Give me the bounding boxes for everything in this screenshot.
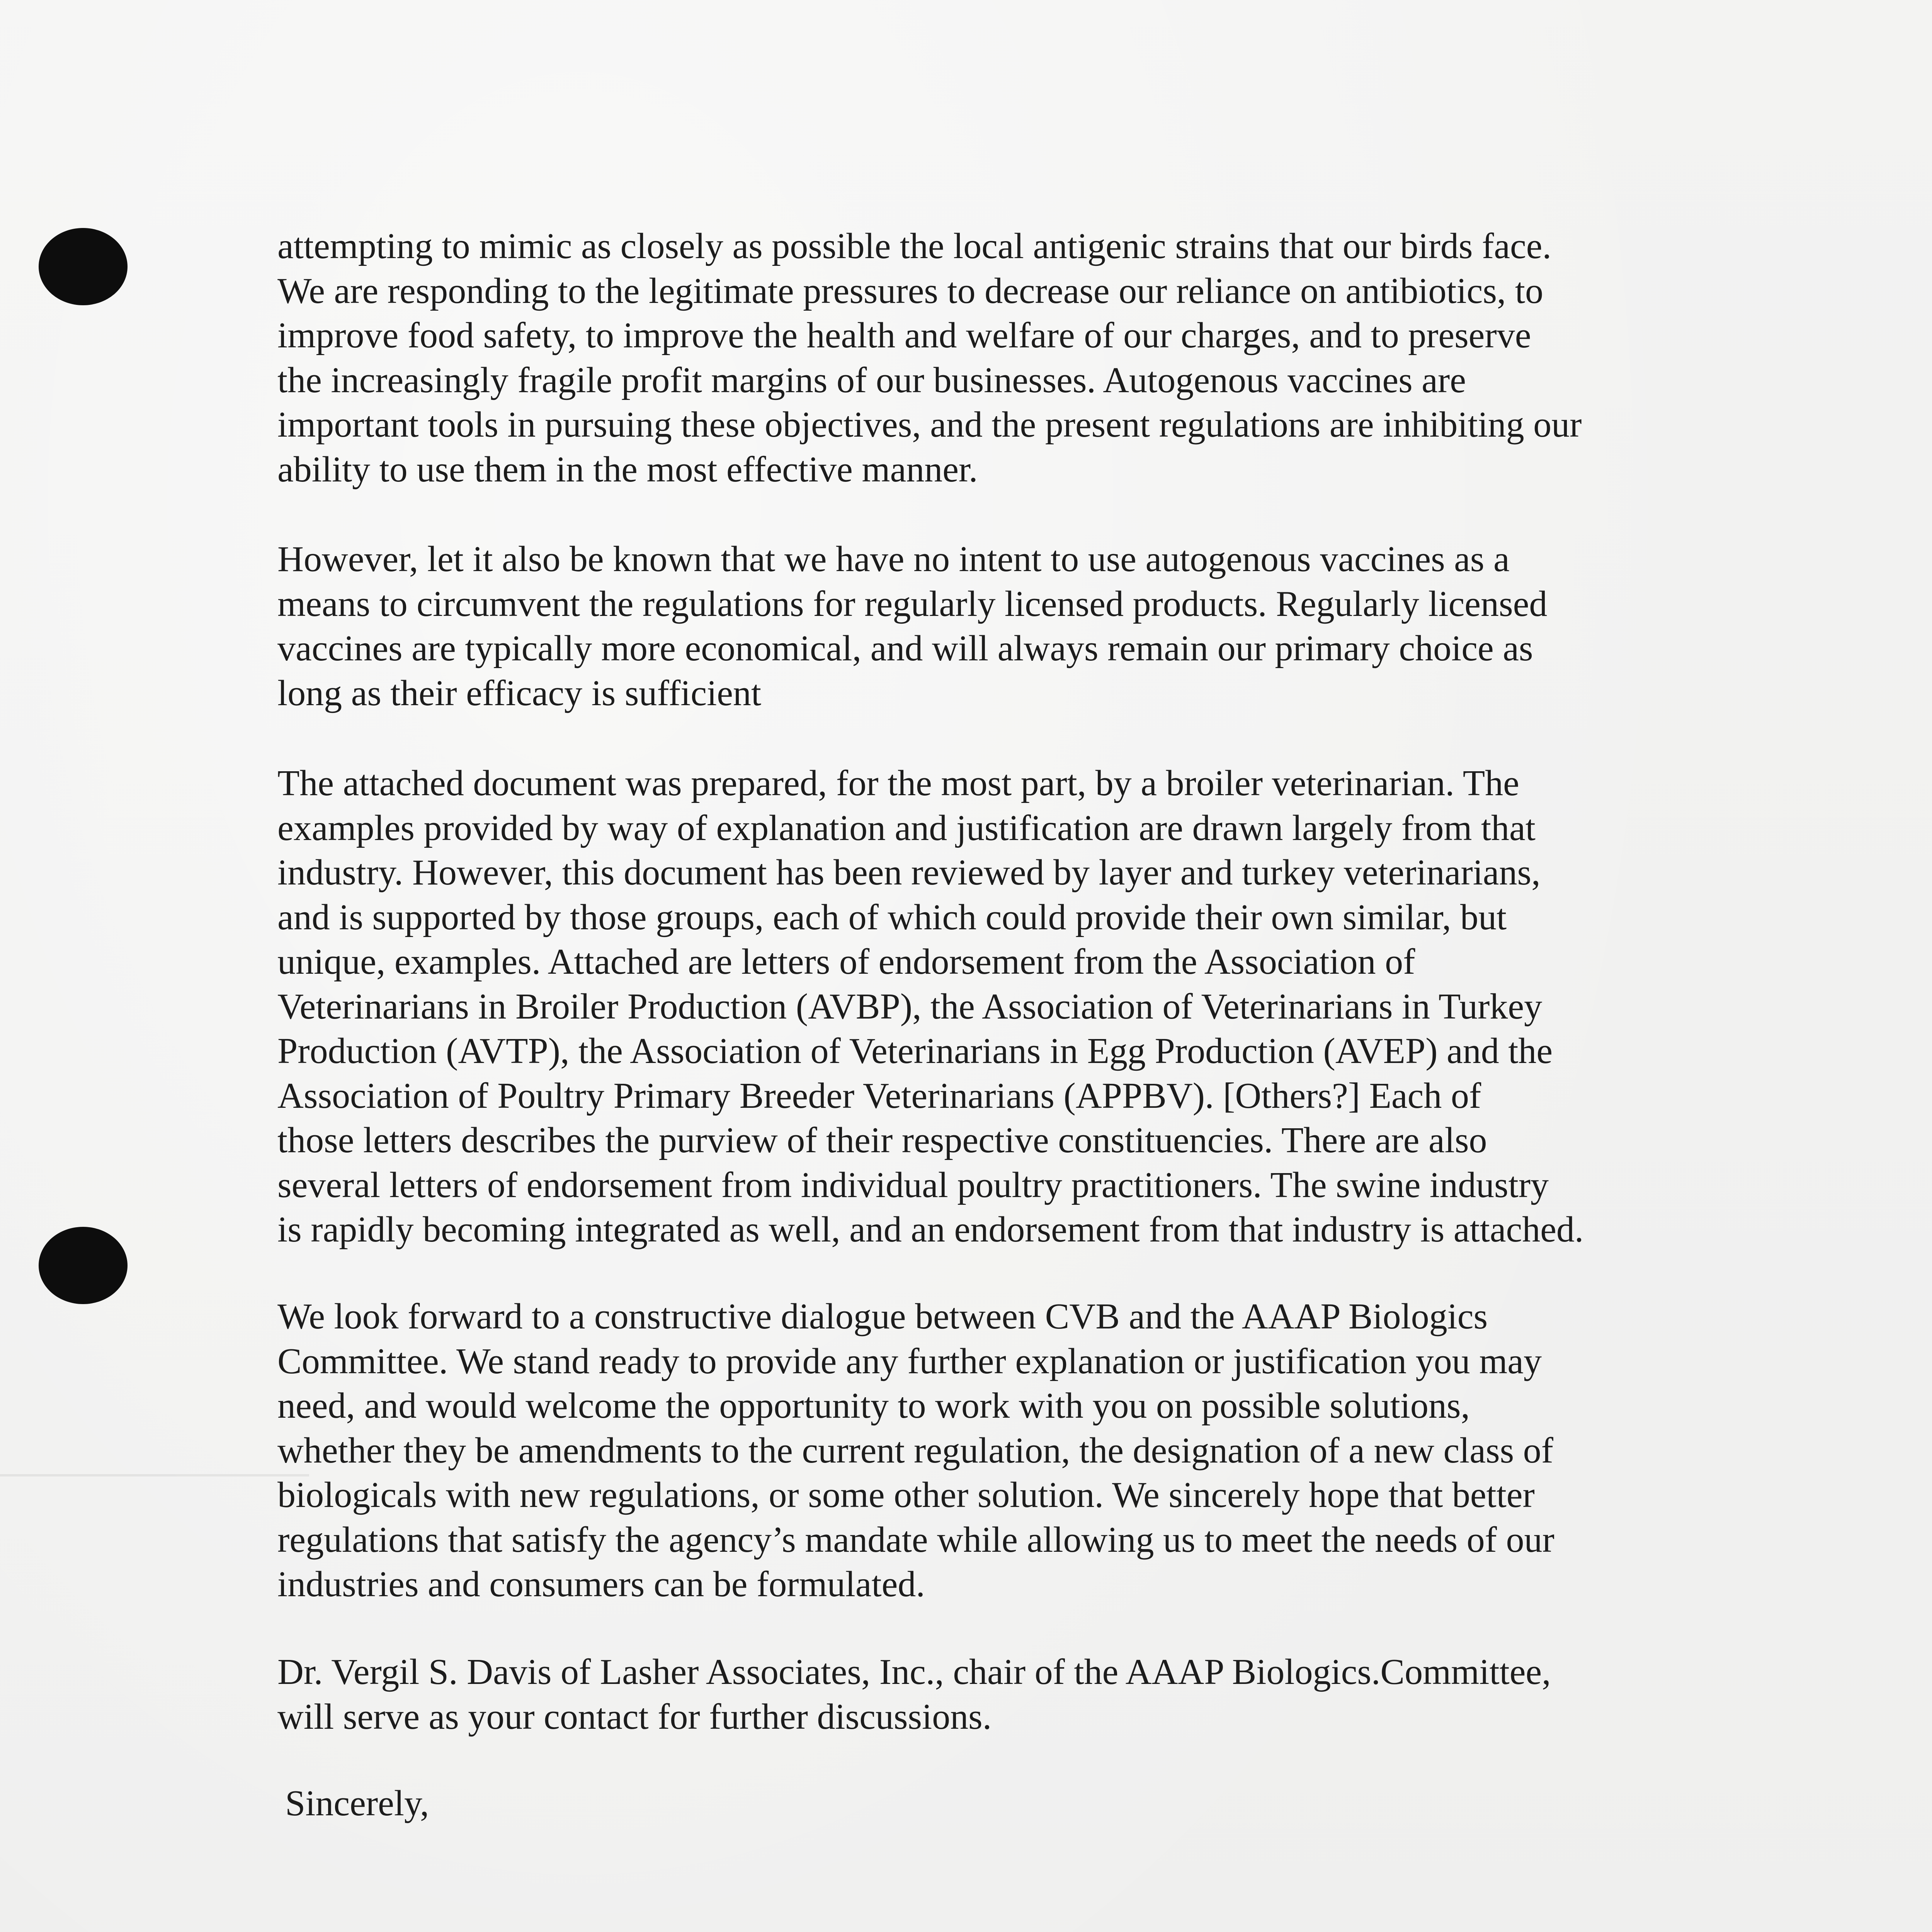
punch-hole <box>39 228 128 305</box>
body-paragraph: The attached document was prepared, for the most part, by a broiler veterinarian. The examples provided by way of explanation and justification are drawn largely from that industry. However, this document has been reviewed by layer and turkey veterinarians, and is supported by those groups, each of which could provide their own similar, but unique, examples. Attached are letters of endorsement from the Association of Veterinarians in Broiler Production (AVBP), the Association of Veterinarians in Turkey Production (AVTP), the Association of Veterinarians in Egg Production (AVEP) and the Association of Poultry Primary Breeder Veterinarians (APPBV). [Others?] Each of those letters describes the purview of their respective constituencies. There are also several letters of endorsement from individual poultry practitioners. The swine industry is rapidly becoming integrated as well, and an endorsement from that industry is attached. <box>277 763 1584 1250</box>
paper-fold-line <box>0 1474 309 1476</box>
body-paragraph: attempting to mimic as closely as possible the local antigenic strains that our birds face. We are responding to the legitimate pressures to decrease our reliance on antibiotics, to improve food safety, to improve the health and welfare of our charges, and to preserve the increasingly fragile profit margins of our businesses. Autogenous vaccines are important tools in pursuing these objectives, and the present regulations are inhibiting our ability to use them in the most effective manner. <box>277 226 1582 490</box>
closing-salutation: Sincerely, <box>285 1783 429 1823</box>
punch-hole <box>39 1227 128 1304</box>
body-paragraph: However, let it also be known that we have no intent to use autogenous vaccines as a means to circumvent the regulations for regularly licensed products. Regularly licensed vaccines are typically more economical, and will always remain our primary choice as long as their efficacy is sufficient <box>277 539 1548 713</box>
contact-paragraph: Dr. Vergil S. Davis of Lasher Associates, Inc., chair of the AAAP Biologics.Committee, will serve as your contact for further discussions. <box>277 1652 1551 1737</box>
body-paragraph: We look forward to a constructive dialogue between CVB and the AAAP Biologics Committee. We stand ready to provide any further explanation or justification you may need, and would welcome the opportunity to work with you on possible solutions, whether they be amendments to the current regulation, the designation of a new class of biologicals with new regulations, or some other solution. We sincerely hope that better regulations that satisfy the agency’s mandate while allowing us to meet the needs of our industries and consumers can be formulated. <box>277 1296 1554 1604</box>
